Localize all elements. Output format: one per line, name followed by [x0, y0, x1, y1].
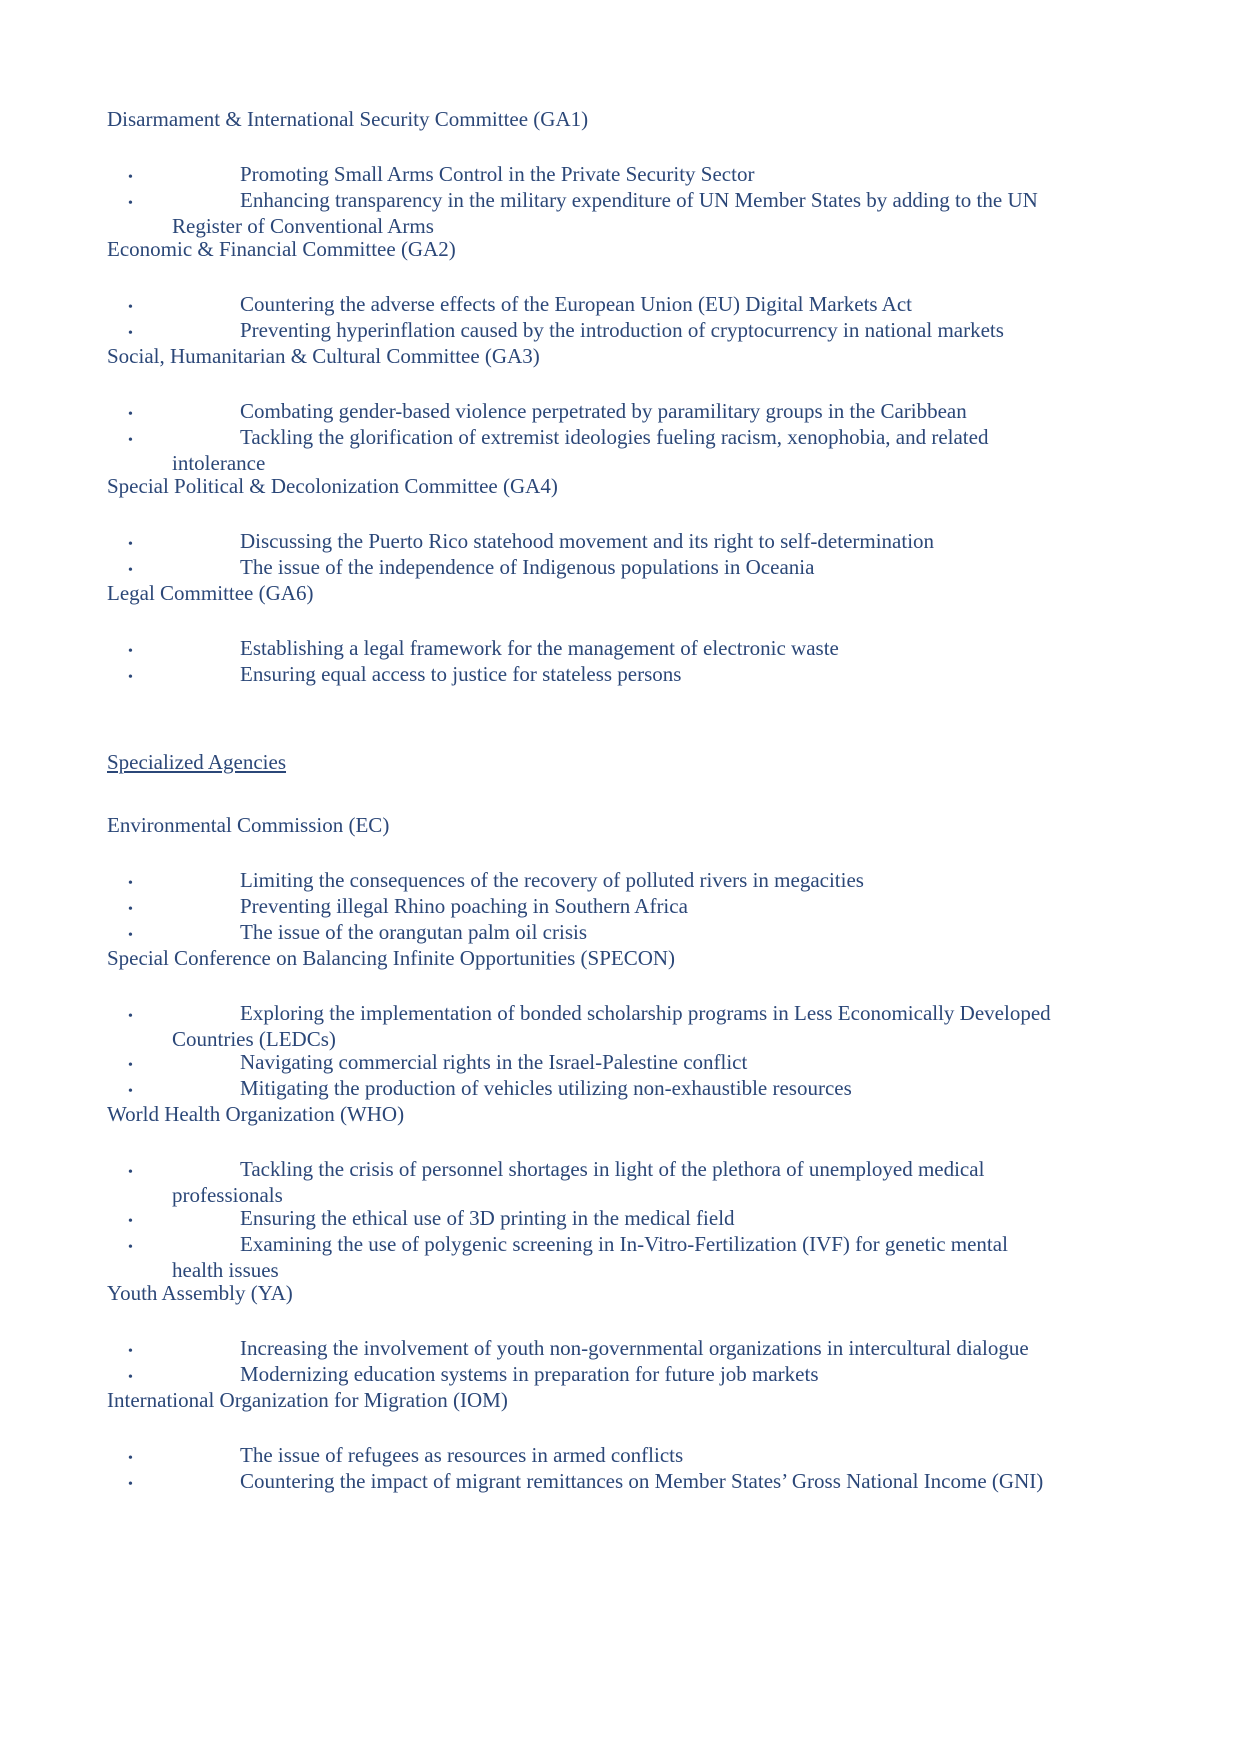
committee-section-ga3 — [107, 345, 1062, 475]
bullet-icon: • — [128, 902, 133, 917]
topic-text: Countering the impact of migrant remittances on Member States’ Gross National Income (GNI) — [240, 1469, 1044, 1493]
committee-section-ec — [107, 814, 1062, 947]
bullet-icon: • — [128, 407, 133, 422]
topic-item — [107, 1207, 1062, 1233]
topic-item — [107, 1158, 1062, 1207]
committee-section-ga6 — [107, 582, 1062, 689]
document-body — [107, 108, 1062, 1496]
committee-heading-ga3: Social, Humanitarian & Cultural Committee (GA3) — [107, 344, 540, 368]
topic-text: Mitigating the production of vehicles utilizing non-exhaustible resources — [240, 1076, 852, 1100]
topic-item — [107, 895, 1062, 921]
bullet-icon: • — [128, 170, 133, 185]
bullet-icon: • — [128, 537, 133, 552]
bullet-icon: • — [128, 1165, 133, 1180]
section-heading-specialized-agencies: Specialized Agencies — [107, 750, 287, 774]
topic-item — [107, 1363, 1062, 1389]
topic-item — [107, 637, 1062, 663]
topic-text: Combating gender-based violence perpetrated by paramilitary groups in the Caribbean — [240, 399, 967, 423]
topic-item — [107, 663, 1062, 689]
bullet-icon: • — [128, 670, 133, 685]
topic-text: Preventing illegal Rhino poaching in Southern Africa — [240, 894, 688, 918]
topic-list — [107, 163, 1062, 238]
bullet-icon: • — [128, 1451, 133, 1466]
committee-heading-who: World Health Organization (WHO) — [107, 1102, 405, 1126]
topic-text: Modernizing education systems in preparation for future job markets — [240, 1362, 819, 1386]
topic-item — [107, 869, 1062, 895]
topic-item — [107, 1444, 1062, 1470]
topic-list — [107, 869, 1062, 947]
topic-list — [107, 293, 1062, 345]
topic-text: Establishing a legal framework for the management of electronic waste — [240, 636, 839, 660]
topic-item — [107, 1051, 1062, 1077]
bullet-icon: • — [128, 644, 133, 659]
committee-section-who — [107, 1103, 1062, 1282]
topic-text: Promoting Small Arms Control in the Private Security Sector — [240, 162, 755, 186]
topic-list — [107, 530, 1062, 582]
topic-item — [107, 426, 1062, 475]
topic-item — [107, 400, 1062, 426]
topic-text: Tackling the glorification of extremist ideologies fueling racism, xenophobia, and related intolerance — [172, 425, 989, 475]
topic-text: Limiting the consequences of the recovery of polluted rivers in megacities — [240, 868, 864, 892]
topic-item — [107, 556, 1062, 582]
topic-text: The issue of the orangutan palm oil crisis — [240, 920, 588, 944]
topic-text: Tackling the crisis of personnel shortages in light of the plethora of unemployed medical professionals — [172, 1157, 985, 1207]
committee-section-ya — [107, 1282, 1062, 1389]
bullet-icon: • — [128, 1009, 133, 1024]
topic-list — [107, 1337, 1062, 1389]
topic-list — [107, 637, 1062, 689]
bullet-icon: • — [128, 196, 133, 211]
committee-section-ga1 — [107, 108, 1062, 238]
committee-heading-specon: Special Conference on Balancing Infinite Opportunities (SPECON) — [107, 946, 676, 970]
topic-text: Exploring the implementation of bonded scholarship programs in Less Economically Developed Countries (LEDCs) — [172, 1001, 1051, 1051]
topic-text: Ensuring equal access to justice for stateless persons — [240, 662, 682, 686]
topic-item — [107, 319, 1062, 345]
topic-text: Discussing the Puerto Rico statehood movement and its right to self-determination — [240, 529, 935, 553]
committee-heading-ya: Youth Assembly (YA) — [107, 1281, 293, 1305]
topic-text: Countering the adverse effects of the European Union (EU) Digital Markets Act — [240, 292, 912, 316]
committee-heading-ga4: Special Political & Decolonization Committee (GA4) — [107, 474, 558, 498]
bullet-icon: • — [128, 433, 133, 448]
topic-item — [107, 1470, 1062, 1496]
committee-heading-ec: Environmental Commission (EC) — [107, 813, 390, 837]
topic-item — [107, 293, 1062, 319]
committee-section-ga2 — [107, 238, 1062, 345]
topic-item — [107, 189, 1062, 238]
topic-item — [107, 1002, 1062, 1051]
bullet-icon: • — [128, 563, 133, 578]
committee-heading-ga1: Disarmament & International Security Committee (GA1) — [107, 107, 589, 131]
topic-text: The issue of refugees as resources in armed conflicts — [240, 1443, 684, 1467]
topic-text: Ensuring the ethical use of 3D printing in the medical field — [240, 1206, 735, 1230]
topic-list — [107, 400, 1062, 475]
bullet-icon: • — [128, 326, 133, 341]
topic-item — [107, 530, 1062, 556]
topic-text: Examining the use of polygenic screening in In-Vitro-Fertilization (IVF) for genetic mental health issues — [172, 1232, 1008, 1282]
topic-item — [107, 1337, 1062, 1363]
topic-text: Increasing the involvement of youth non-governmental organizations in intercultural dialogue — [240, 1336, 1029, 1360]
bullet-icon: • — [128, 876, 133, 891]
bullet-icon: • — [128, 928, 133, 943]
bullet-icon: • — [128, 1240, 133, 1255]
topic-list — [107, 1002, 1062, 1103]
topic-item — [107, 921, 1062, 947]
topic-list — [107, 1158, 1062, 1282]
topic-text: The issue of the independence of Indigenous populations in Oceania — [240, 555, 815, 579]
topic-item — [107, 163, 1062, 189]
bullet-icon: • — [128, 1084, 133, 1099]
committee-section-ga4 — [107, 475, 1062, 582]
bullet-icon: • — [128, 1344, 133, 1359]
bullet-icon: • — [128, 300, 133, 315]
topic-text: Navigating commercial rights in the Israel-Palestine conflict — [240, 1050, 748, 1074]
topic-item — [107, 1077, 1062, 1103]
committee-heading-ga2: Economic & Financial Committee (GA2) — [107, 237, 456, 261]
bullet-icon: • — [128, 1477, 133, 1492]
committee-section-iom — [107, 1389, 1062, 1496]
committee-heading-ga6: Legal Committee (GA6) — [107, 581, 314, 605]
topic-item — [107, 1233, 1062, 1282]
topic-text: Preventing hyperinflation caused by the introduction of cryptocurrency in national markets — [240, 318, 1004, 342]
topic-list — [107, 1444, 1062, 1496]
bullet-icon: • — [128, 1058, 133, 1073]
committee-section-specon — [107, 947, 1062, 1103]
bullet-icon: • — [128, 1214, 133, 1229]
bullet-icon: • — [128, 1370, 133, 1385]
committee-heading-iom: International Organization for Migration (IOM) — [107, 1388, 508, 1412]
topic-text: Enhancing transparency in the military expenditure of UN Member States by adding to the UN Register of Conventional Arms — [172, 188, 1038, 238]
